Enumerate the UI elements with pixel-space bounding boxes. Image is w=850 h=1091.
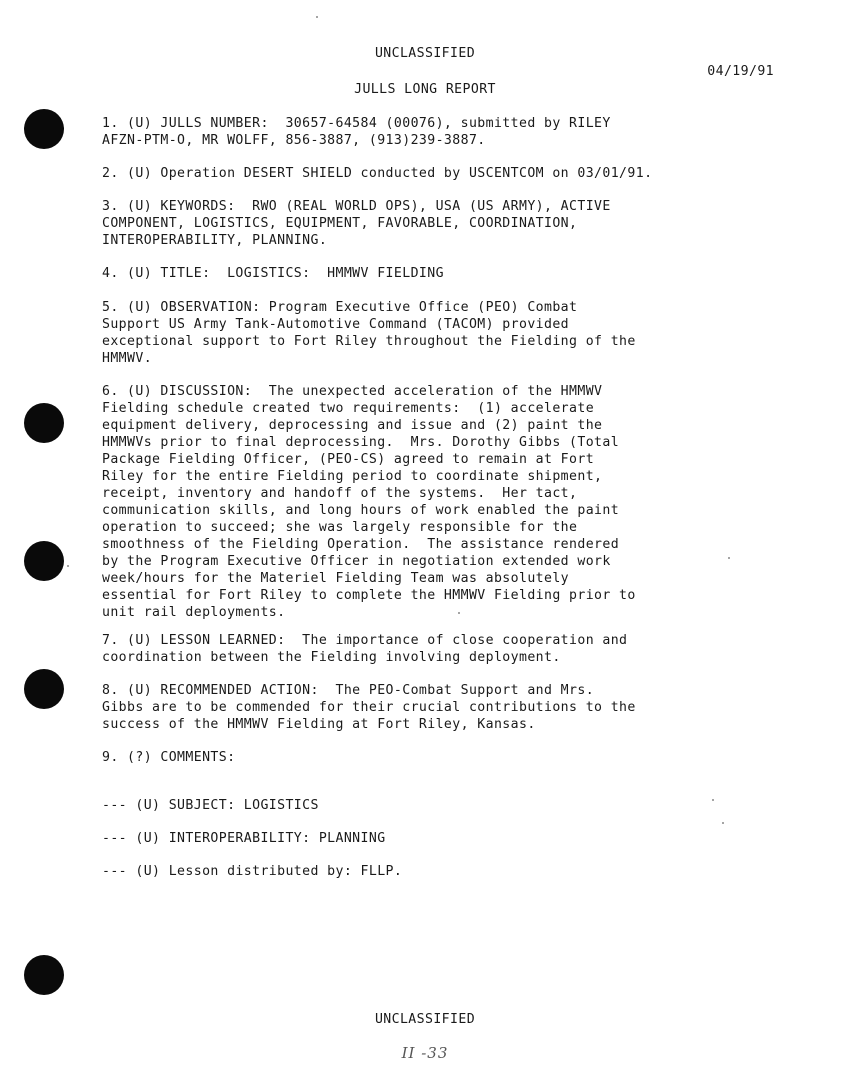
text-line: 2. (U) Operation DESERT SHIELD conducted by USCENTCOM on 03/01/91.: [102, 166, 653, 181]
report-date: 04/19/91: [707, 64, 774, 79]
text-line: Riley for the entire Fielding period to coordinate shipment,: [102, 469, 603, 484]
text-line: Package Fielding Officer, (PEO-CS) agreed to remain at Fort: [102, 452, 595, 467]
distribution-line: --- (U) Lesson distributed by: FLLP.: [102, 864, 403, 879]
interoperability-line: --- (U) INTEROPERABILITY: PLANNING: [102, 831, 386, 846]
text-line: HMMWVs prior to final deprocessing. Mrs. Dorothy Gibbs (Total: [102, 435, 620, 450]
scan-speck: [458, 612, 460, 614]
text-line: 1. (U) JULLS NUMBER: 30657-64584 (00076), submitted by RILEY: [102, 116, 611, 131]
text-line: by the Program Executive Officer in negotiation extended work: [102, 554, 611, 569]
text-line: operation to succeed; she was largely responsible for the: [102, 520, 578, 535]
punch-hole: [24, 109, 64, 149]
text-line: week/hours for the Materiel Fielding Team was absolutely: [102, 571, 570, 586]
text-line: AFZN-PTM-O, MR WOLFF, 856-3887, (913)239-3887.: [102, 133, 486, 148]
text-line: HMMWV.: [102, 351, 153, 366]
text-line: Gibbs are to be commended for their crucial contributions to the: [102, 700, 636, 715]
text-line: communication skills, and long hours of work enabled the paint: [102, 503, 620, 518]
scan-speck: [316, 16, 318, 18]
scan-speck: [67, 565, 69, 567]
text-line: 5. (U) OBSERVATION: Program Executive Office (PEO) Combat: [102, 300, 578, 315]
text-line: exceptional support to Fort Riley throughout the Fielding of the: [102, 334, 636, 349]
subject-line: --- (U) SUBJECT: LOGISTICS: [102, 798, 319, 813]
scan-speck: [712, 799, 714, 801]
text-line: Support US Army Tank-Automotive Command (TACOM) provided: [102, 317, 570, 332]
text-line: unit rail deployments.: [102, 605, 286, 620]
text-line: 3. (U) KEYWORDS: RWO (REAL WORLD OPS), USA (US ARMY), ACTIVE: [102, 199, 611, 214]
text-line: receipt, inventory and handoff of the systems. Her tact,: [102, 486, 578, 501]
scan-speck: [728, 557, 730, 559]
text-line: success of the HMMWV Fielding at Fort Riley, Kansas.: [102, 717, 536, 732]
text-line: smoothness of the Fielding Operation. The assistance rendered: [102, 537, 620, 552]
page-number: II -33: [401, 1044, 449, 1062]
text-line: INTEROPERABILITY, PLANNING.: [102, 233, 328, 248]
text-line: essential for Fort Riley to complete the HMMWV Fielding prior to: [102, 588, 636, 603]
text-line: 4. (U) TITLE: LOGISTICS: HMMWV FIELDING: [102, 266, 444, 281]
report-title: JULLS LONG REPORT: [354, 82, 496, 97]
scan-speck: [722, 822, 724, 824]
text-line: 7. (U) LESSON LEARNED: The importance of close cooperation and: [102, 633, 628, 648]
text-line: 9. (?) COMMENTS:: [102, 750, 236, 765]
text-line: equipment delivery, deprocessing and issue and (2) paint the: [102, 418, 603, 433]
classification-bottom: UNCLASSIFIED: [374, 1012, 476, 1027]
punch-hole: [24, 403, 64, 443]
punch-hole: [24, 669, 64, 709]
classification-top: UNCLASSIFIED: [374, 46, 476, 61]
text-line: COMPONENT, LOGISTICS, EQUIPMENT, FAVORABLE, COORDINATION,: [102, 216, 578, 231]
text-line: coordination between the Fielding involving deployment.: [102, 650, 561, 665]
punch-hole: [24, 541, 64, 581]
text-line: 6. (U) DISCUSSION: The unexpected acceleration of the HMMWV: [102, 384, 603, 399]
text-line: Fielding schedule created two requirements: (1) accelerate: [102, 401, 595, 416]
punch-hole: [24, 955, 64, 995]
text-line: 8. (U) RECOMMENDED ACTION: The PEO-Combat Support and Mrs.: [102, 683, 595, 698]
